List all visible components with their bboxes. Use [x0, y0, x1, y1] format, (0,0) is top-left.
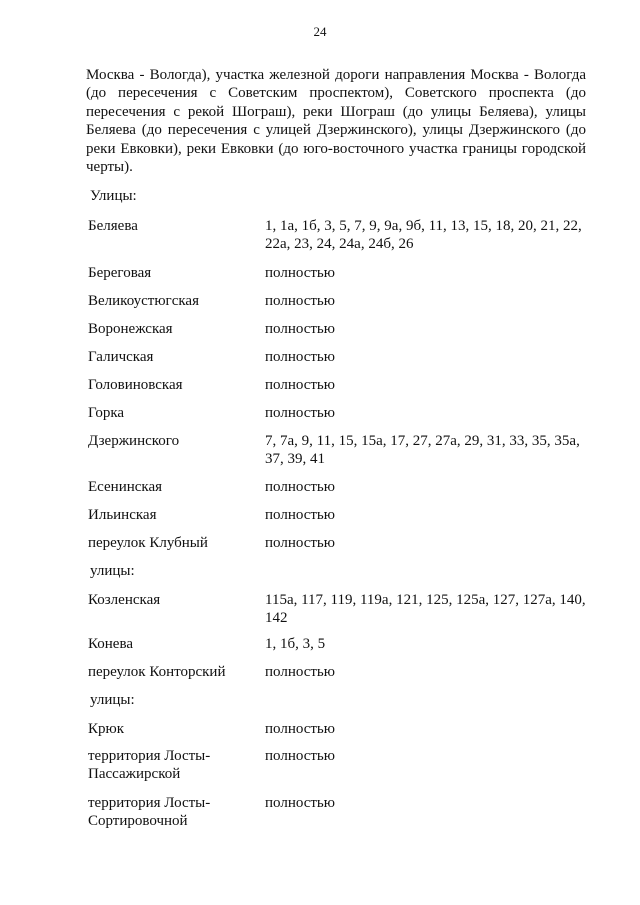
street-name: Галичская — [88, 349, 154, 365]
house-numbers: 115а, 117, 119, 119а, 121, 125, 125а, 127, 127а, 140, 142 — [265, 592, 586, 626]
table-row — [88, 292, 598, 310]
table-row — [88, 635, 598, 653]
table-row — [88, 591, 598, 627]
street-name: Беляева — [88, 218, 138, 234]
street-name: Береговая — [88, 265, 152, 281]
street-name: Дзержинского — [88, 433, 180, 449]
street-name: территория Лосты-Пассажирской — [88, 748, 211, 782]
street-name: Есенинская — [88, 479, 163, 495]
intro-paragraph: Москва - Вологда), участка железной дороги направления Москва - Вологда (до пересечения с Советским проспектом), Советского проспекта (до пересечения с рекой Шограш), реки Шограш (до улицы Беляева), улицы Беляева (до пересечения с улицей Дзержинского), улицы Дзержинского (до реки Евковки), реки Евковки (до юго-восточного участка границы городской черты). — [86, 67, 586, 176]
house-numbers: полностью — [265, 293, 335, 309]
street-name: Головиновская — [88, 377, 183, 393]
street-name: Конева — [88, 636, 133, 652]
street-name: переулок Клубный — [88, 535, 208, 551]
section-label: улицы: — [90, 692, 135, 708]
street-name: Воронежская — [88, 321, 173, 337]
table-row — [88, 534, 598, 552]
table-row — [88, 747, 598, 783]
house-numbers: полностью — [265, 479, 335, 495]
house-numbers: полностью — [265, 405, 335, 421]
street-name: Козленская — [88, 592, 161, 608]
table-row — [88, 376, 598, 394]
section-label: улицы: — [90, 563, 135, 579]
table-row — [88, 348, 598, 366]
table-row — [88, 432, 598, 468]
street-name: Великоустюгская — [88, 293, 199, 309]
page-number: 24 — [313, 24, 327, 39]
house-numbers: полностью — [265, 265, 335, 281]
house-numbers: 7, 7а, 9, 11, 15, 15а, 17, 27, 27а, 29, 31, 33, 35, 35а, 37, 39, 41 — [265, 433, 580, 467]
table-row — [88, 506, 598, 524]
house-numbers: полностью — [265, 721, 335, 737]
house-numbers: полностью — [265, 748, 335, 764]
section-label: Улицы: — [90, 188, 137, 204]
street-name: Горка — [88, 405, 125, 421]
street-name: Ильинская — [88, 507, 157, 523]
house-numbers: полностью — [265, 664, 335, 680]
table-row — [88, 720, 598, 738]
house-numbers: полностью — [265, 535, 335, 551]
house-numbers: 1, 1а, 1б, 3, 5, 7, 9, 9а, 9б, 11, 13, 15, 18, 20, 21, 22, 22а, 23, 24, 24а, 24б, 26 — [265, 218, 582, 252]
house-numbers: полностью — [265, 349, 335, 365]
street-name: переулок Конторский — [88, 664, 226, 680]
house-numbers: полностью — [265, 321, 335, 337]
table-row — [88, 794, 598, 830]
house-numbers: 1, 1б, 3, 5 — [265, 636, 326, 652]
house-numbers: полностью — [265, 507, 335, 523]
table-row — [88, 264, 598, 282]
street-name: территория Лосты-Сортировочной — [88, 795, 211, 829]
table-row — [88, 663, 598, 681]
table-row — [88, 320, 598, 338]
table-row — [88, 478, 598, 496]
house-numbers: полностью — [265, 795, 335, 811]
house-numbers: полностью — [265, 377, 335, 393]
table-row — [88, 404, 598, 422]
table-row — [88, 217, 598, 253]
street-name: Крюк — [88, 721, 124, 737]
